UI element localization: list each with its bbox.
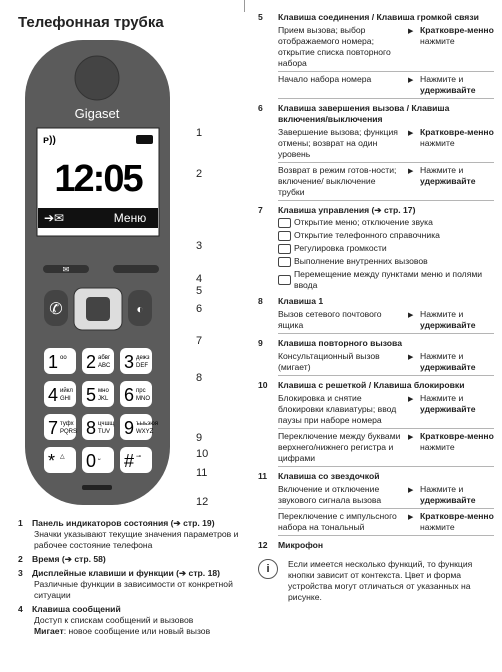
svg-text:0: 0 xyxy=(86,451,97,471)
key-5[interactable] xyxy=(82,381,114,407)
callout-12: 12 xyxy=(196,496,209,508)
callout-8: 8 xyxy=(196,372,203,384)
action-row: Вызов сетевого почтового ящика ▶ Нажмите и удерживайте xyxy=(278,307,494,334)
svg-text:9: 9 xyxy=(124,418,135,438)
key-6[interactable] xyxy=(120,381,152,407)
svg-text:DEF: DEF xyxy=(136,363,148,369)
key-1[interactable] xyxy=(44,348,76,374)
key-7[interactable] xyxy=(44,414,77,440)
svg-text:мно: мно xyxy=(98,388,109,394)
handset-illustration xyxy=(0,0,250,520)
key-#[interactable] xyxy=(120,447,152,473)
svg-text:ᴏᴏ: ᴏᴏ xyxy=(60,355,67,361)
action-row: Включение и отключение звукового сигнала вызова ▶ Нажмите и удерживайте xyxy=(278,482,494,509)
callout-4: 4 xyxy=(196,273,203,285)
callout-7: 7 xyxy=(196,335,203,347)
svg-text:TUV: TUV xyxy=(98,429,110,435)
legend-item-3: 3 Дисплейные клавиши и функции (➔ стр. 18) Различные функции в зависимости от конкретной ситуации xyxy=(18,568,233,600)
legend-section-10: 10 Клавиша с решеткой / Клавиша блокировки Блокировка и снятие блокировки клавиатуры; ввод паузы при наборе номера ▶ Нажмите и удерживайте Переключение между буквами верхнего/нижнего регистра и цифрами ▶ Кратковре-менно нажмите xyxy=(258,380,494,467)
brand-logo: Gigaset xyxy=(74,106,120,121)
softkey-left: ➔✉ xyxy=(44,211,65,225)
softkey-right-label: Меню xyxy=(113,211,147,225)
page-title: Телефонная трубка xyxy=(18,14,164,31)
callout-11: 11 xyxy=(196,467,208,479)
signal-icon: ᴩ)) xyxy=(43,135,56,146)
svg-text:JKL: JKL xyxy=(98,396,109,402)
callout-9: 9 xyxy=(196,432,203,444)
callout-3: 3 xyxy=(196,240,203,252)
action-row: Переключение между буквами верхнего/нижнего регистра и цифрами ▶ Кратковре-менно нажмите xyxy=(278,429,494,467)
svg-text:⊸: ⊸ xyxy=(136,454,142,460)
svg-text:5: 5 xyxy=(86,385,97,405)
callout-2: 2 xyxy=(196,168,203,180)
svg-text:#: # xyxy=(124,451,135,471)
svg-text:туфх: туфх xyxy=(60,421,74,427)
svg-text:8: 8 xyxy=(86,418,97,438)
svg-text:6: 6 xyxy=(124,385,135,405)
nav-key-icon xyxy=(278,275,291,285)
svg-text:ийкл: ийкл xyxy=(60,388,73,394)
svg-text:2: 2 xyxy=(86,352,97,372)
legend-section-6: 6 Клавиша завершения вызова / Клавиша включения/выключения Завершение вызова; функция отмены; возврат на один уровень ▶ Кратковре-менно нажмите Возврат в режим готов-ности; включение/ выключение трубки ▶ Нажмите и удерживайте xyxy=(258,103,494,201)
svg-text:*: * xyxy=(48,451,56,471)
info-icon: i xyxy=(258,559,278,579)
nav-key-icon xyxy=(278,231,291,241)
legend-section-5: 5 Клавиша соединения / Клавиша громкой связи Прием вызова; выбор отображаемого номера; открытие списка повторного набора ▶ Кратковре-менно нажмите Начало набора номера ▶ Нажмите и удерживайте xyxy=(258,12,494,99)
soft-key-right[interactable] xyxy=(113,265,159,273)
svg-text:ъыьэюя: ъыьэюя xyxy=(136,421,158,427)
svg-text:△: △ xyxy=(60,454,65,460)
svg-text:прс: прс xyxy=(136,388,146,394)
right-legend xyxy=(258,12,494,603)
key-4[interactable] xyxy=(44,381,76,407)
nav-symbol-row: Перемещение между пунктами меню и полями ввода xyxy=(278,268,494,292)
left-legend xyxy=(18,518,246,640)
key-2[interactable] xyxy=(82,348,114,374)
nav-symbol-row: Открытие меню; отключение звука xyxy=(278,216,494,229)
call-icon: ✆ xyxy=(49,301,63,318)
action-row: Начало набора номера ▶ Нажмите и удерживайте xyxy=(278,72,494,99)
legend-item-1: 1 Панель индикаторов состояния (➔ стр. 19) Значки указывают текущие значения параметров и рабочее состояние телефона xyxy=(18,518,239,550)
key-3[interactable] xyxy=(120,348,152,374)
battery-icon xyxy=(136,135,153,144)
key-0[interactable] xyxy=(82,447,114,473)
callout-5: 5 xyxy=(196,285,203,297)
svg-text:PQRS: PQRS xyxy=(60,429,78,435)
legend-item-4: 4 Клавиша сообщений Доступ к спискам сообщений и вызовов Мигает: новое сообщение или новый вызов xyxy=(18,604,211,636)
key-*[interactable] xyxy=(44,447,76,473)
svg-text:ABC: ABC xyxy=(98,363,111,369)
svg-text:MNO: MNO xyxy=(136,396,150,402)
legend-section-7: 7 Клавиша управления (➔ стр. 17) Открытие меню; отключение звука Открытие телефонного справочника Регулировка громкости Выполнение внутренних вызовов Перемещение между пунктами меню и полями ввода xyxy=(258,205,494,292)
action-row: Возврат в режим готов-ности; включение/ выключение трубки ▶ Нажмите и удерживайте xyxy=(278,163,494,201)
callout-6: 6 xyxy=(196,303,203,315)
callout-10: 10 xyxy=(196,448,209,460)
clock: 12:05 xyxy=(54,158,142,200)
svg-text:дежз: дежз xyxy=(136,355,150,361)
svg-text:⎵: ⎵ xyxy=(98,454,101,460)
svg-text:WXYZ: WXYZ xyxy=(136,429,154,435)
microphone xyxy=(82,485,112,490)
nav-key-icon xyxy=(278,244,291,254)
action-row: Завершение вызова; функция отмены; возврат на один уровень ▶ Кратковре-менно нажмите xyxy=(278,125,494,163)
action-row: Консультационный вызов (мигает) ▶ Нажмите и удерживайте xyxy=(278,349,494,376)
action-row: Переключение с импульсного набора на тональный ▶ Кратковре-менно нажмите xyxy=(278,509,494,536)
message-icon: ✉ xyxy=(62,265,70,274)
svg-text:GHI: GHI xyxy=(60,396,71,402)
callout-1: 1 xyxy=(196,127,203,139)
end-icon: ◐ xyxy=(136,302,144,316)
action-row: Блокировка и снятие блокировки клавиатуры; ввод паузы при наборе номера ▶ Нажмите и удерживайте xyxy=(278,391,494,429)
legend-section-8: 8 Клавиша 1 Вызов сетевого почтового ящика ▶ Нажмите и удерживайте xyxy=(258,296,494,334)
svg-text:1: 1 xyxy=(48,352,59,372)
nav-key-icon xyxy=(278,257,291,267)
legend-section-11: 11 Клавиша со звездочкой Включение и отключение звукового сигнала вызова ▶ Нажмите и удерживайте Переключение с импульсного набора на тональный ▶ Кратковре-менно нажмите xyxy=(258,471,494,536)
svg-text:4: 4 xyxy=(48,385,59,405)
svg-text:7: 7 xyxy=(48,418,59,438)
svg-text:абвг: абвг xyxy=(98,355,111,361)
legend-item-2: 2 Время (➔ стр. 58) xyxy=(18,554,106,564)
earpiece xyxy=(75,56,119,100)
info-note: i Если имеется несколько функций, то функция кнопки зависит от контекста. Цвет и форма устройства могут отличаться от указанных на рисунке. xyxy=(258,559,494,603)
nav-key-icon xyxy=(278,218,291,228)
svg-text:цчшщ: цчшщ xyxy=(98,421,115,427)
svg-text:3: 3 xyxy=(124,352,135,372)
legend-section-9: 9 Клавиша повторного вызова Консультационный вызов (мигает) ▶ Нажмите и удерживайте xyxy=(258,338,494,376)
nav-symbol-row: Открытие телефонного справочника xyxy=(278,229,494,242)
action-row: Прием вызова; выбор отображаемого номера; открытие списка повторного набора ▶ Кратковре-менно нажмите xyxy=(278,23,494,72)
key-8[interactable] xyxy=(82,414,114,440)
nav-symbol-row: Регулировка громкости xyxy=(278,242,494,255)
nav-symbol-row: Выполнение внутренних вызовов xyxy=(278,255,494,268)
legend-section-12: 12 Микрофон xyxy=(258,540,324,550)
